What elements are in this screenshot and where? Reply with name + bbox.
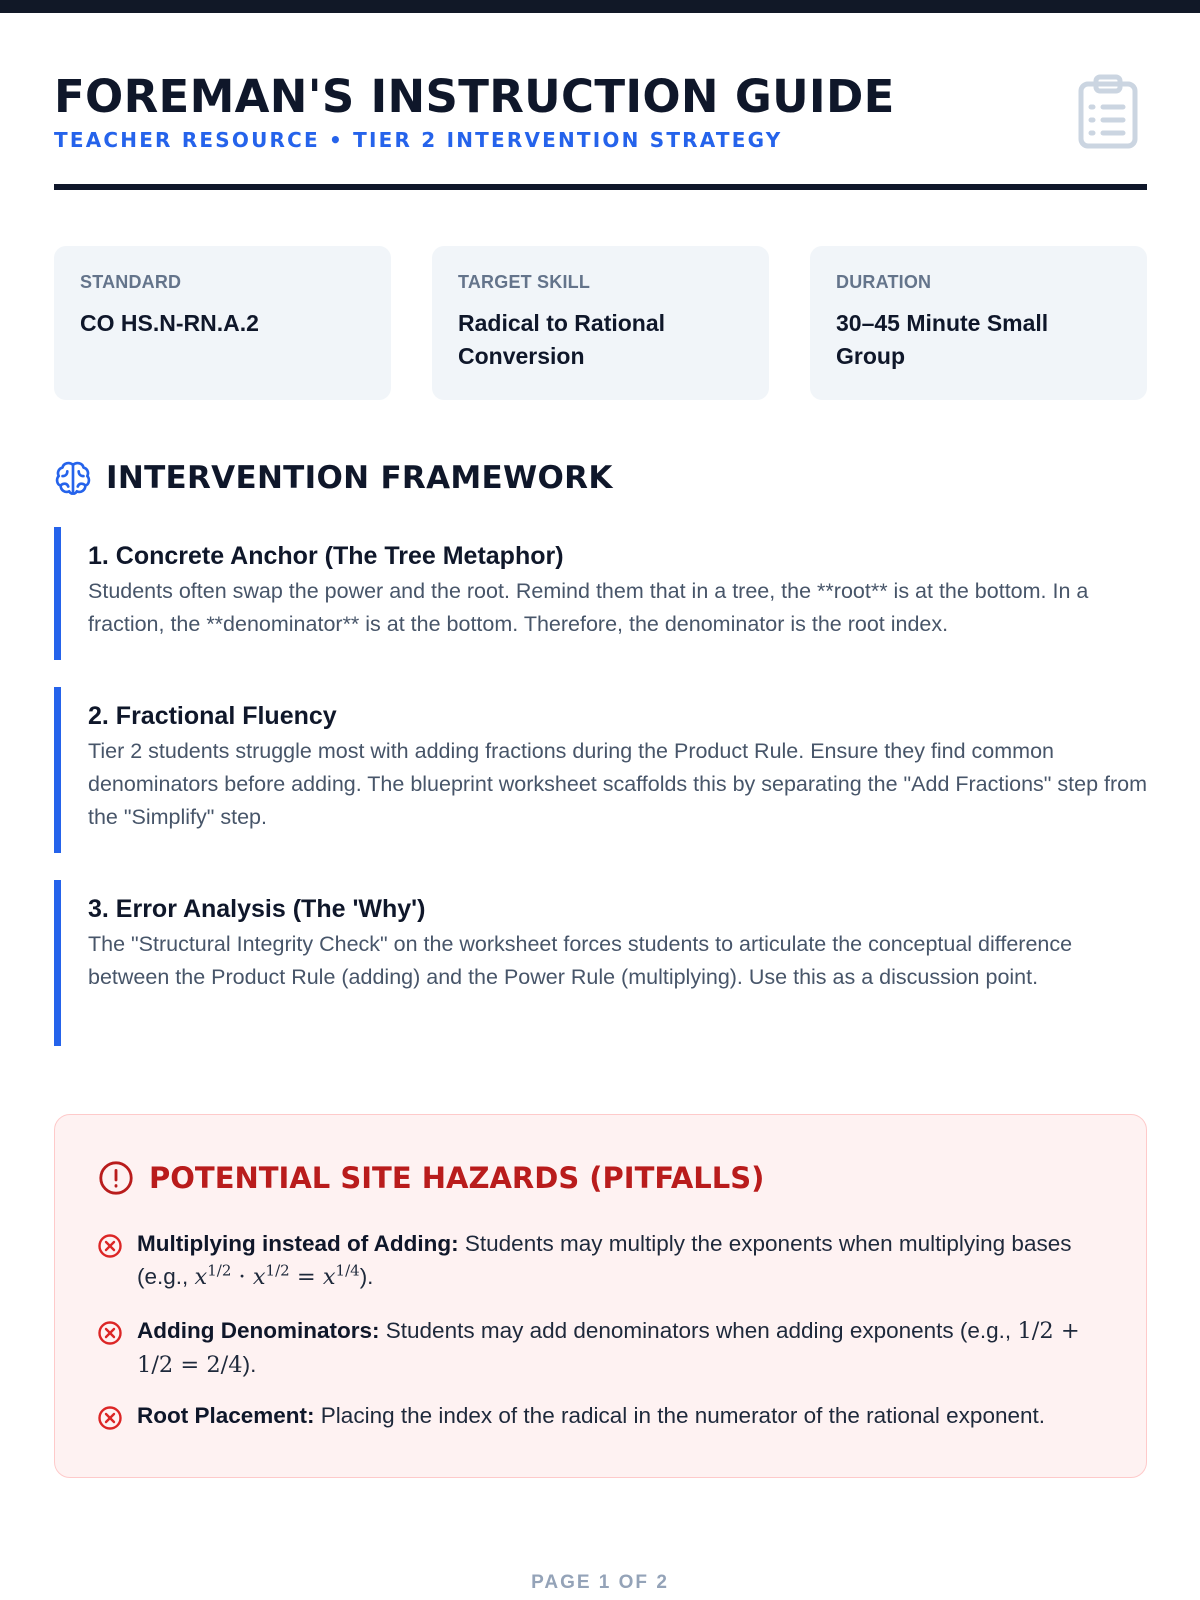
hazard-tail: ). [242, 1352, 257, 1377]
page [54, 0, 1147, 1600]
target-skill-card [432, 246, 769, 400]
hazard-label: Multiplying instead of Adding: [137, 1231, 459, 1256]
card-value: 30–45 Minute Small Group [836, 310, 1049, 369]
card-label: DURATION [836, 272, 932, 292]
hazard-item [97, 1227, 1117, 1294]
hazards-title: POTENTIAL SITE HAZARDS (PITFALLS) [149, 1161, 765, 1195]
framework-step [54, 527, 1147, 660]
step-text: The "Structural Integrity Check" on the worksheet forces students to articulate the conceptual difference between the Product Rule (adding) and the Power Rule (multiplying). Use this as a discussion point. [88, 932, 1073, 989]
hazard-tail: ). [359, 1264, 374, 1289]
framework-heading [54, 458, 613, 498]
step-title: 3. Error Analysis (The 'Why') [88, 895, 426, 923]
hazard-label: Adding Denominators: [137, 1318, 380, 1343]
hazard-text: Placing the index of the radical in the numerator of the rational exponent. [320, 1403, 1046, 1428]
x-circle-icon [97, 1320, 123, 1346]
card-value: Radical to Rational Conversion [458, 310, 666, 369]
standard-card [54, 246, 391, 400]
card-label: STANDARD [80, 272, 182, 292]
info-cards [54, 246, 1147, 400]
hazards-heading [97, 1159, 764, 1197]
hazard-text: Students may multiply the exponents when multiplying bases (e.g., [137, 1231, 1072, 1289]
header-divider [54, 184, 1147, 190]
hazards-panel [54, 1114, 1147, 1478]
page-number: PAGE 1 OF 2 [531, 1572, 669, 1593]
hazard-math: 1/2 + 1/2 = 2/4 [137, 1318, 1080, 1378]
page-subtitle: TEACHER RESOURCE • TIER 2 INTERVENTION STRATEGY [54, 128, 783, 152]
x-circle-icon [97, 1405, 123, 1431]
step-text: Students often swap the power and the root. Remind them that in a tree, the **root** is at the bottom. In a fraction, the **denominator** is at the bottom. Therefore, the denominator is the root index. [88, 579, 1089, 636]
hazard-text: Students may add denominators when adding exponents (e.g., [385, 1318, 1012, 1343]
card-value: CO HS.N-RN.A.2 [80, 310, 259, 336]
section-title: INTERVENTION FRAMEWORK [106, 460, 613, 496]
step-title: 1. Concrete Anchor (The Tree Metaphor) [88, 542, 564, 570]
framework-step [54, 880, 1147, 1046]
hazard-item [97, 1399, 1117, 1432]
alert-circle-icon [97, 1159, 135, 1197]
x-circle-icon [97, 1233, 123, 1259]
clipboard-list-icon [1077, 74, 1139, 150]
card-label: TARGET SKILL [458, 272, 591, 292]
step-title: 2. Fractional Fluency [88, 702, 337, 730]
page-title: FOREMAN'S INSTRUCTION GUIDE [54, 70, 895, 123]
framework-step [54, 687, 1147, 853]
brain-icon [54, 459, 92, 497]
hazard-label: Root Placement: [137, 1403, 315, 1428]
duration-card [810, 246, 1147, 400]
hazard-math: $x^{1/2} \cdot x^{1/2} = x^{1/4}$ [194, 1261, 360, 1290]
step-text: Tier 2 students struggle most with adding fractions during the Product Rule. Ensure they find common denominators before adding. The blueprint worksheet scaffolds this by separating the "Add Fractions" step from the "Simplify" step. [88, 739, 1148, 829]
hazard-item [97, 1314, 1117, 1382]
header [54, 66, 1147, 196]
